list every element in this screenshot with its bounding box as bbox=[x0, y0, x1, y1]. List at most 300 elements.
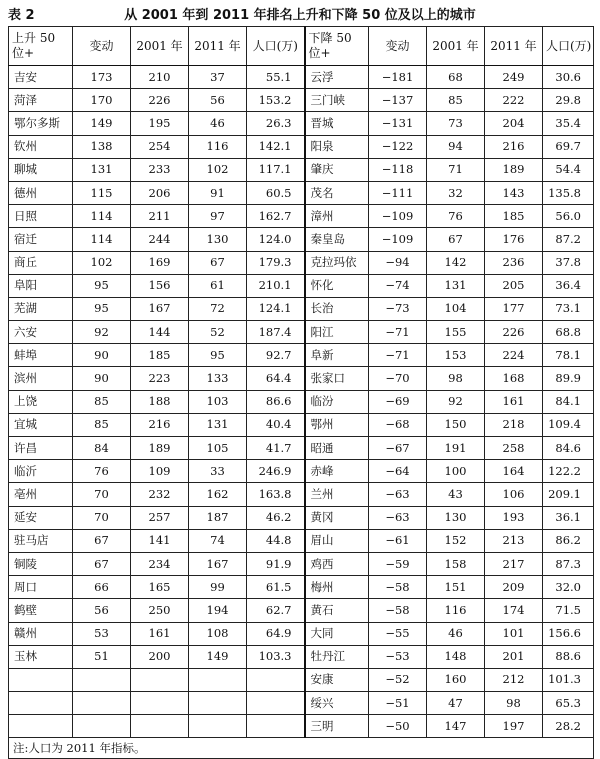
fall-city-cell: 长治 bbox=[305, 297, 369, 320]
fall-rank-2011-cell: 258 bbox=[485, 437, 543, 460]
rise-rank-2011-cell: 187 bbox=[189, 506, 247, 529]
rise-city-cell bbox=[9, 715, 73, 738]
rise-rank-2011-cell: 131 bbox=[189, 413, 247, 436]
rise-city-cell: 商丘 bbox=[9, 251, 73, 274]
fall-rank-2011-cell: 205 bbox=[485, 274, 543, 297]
fall-population-cell: 65.3 bbox=[543, 692, 594, 715]
table-row bbox=[9, 599, 594, 622]
fall-population-cell: 36.1 bbox=[543, 506, 594, 529]
table-row bbox=[9, 506, 594, 529]
fall-change-cell: −53 bbox=[369, 645, 427, 668]
fall-change-cell: −51 bbox=[369, 692, 427, 715]
fall-rank-2011-cell: 204 bbox=[485, 112, 543, 135]
fall-change-cell: −137 bbox=[369, 89, 427, 112]
fall-city-cell: 昭通 bbox=[305, 437, 369, 460]
rise-population-cell: 40.4 bbox=[247, 413, 305, 436]
rise-city-cell: 吉安 bbox=[9, 66, 73, 89]
fall-rank-2001-cell: 98 bbox=[427, 367, 485, 390]
fall-population-cell: 28.2 bbox=[543, 715, 594, 738]
fall-change-cell: −111 bbox=[369, 181, 427, 204]
fall-population-cell: 86.2 bbox=[543, 529, 594, 552]
fall-change-cell: −69 bbox=[369, 390, 427, 413]
fall-city-cell: 鄂州 bbox=[305, 413, 369, 436]
rise-population-cell: 44.8 bbox=[247, 529, 305, 552]
fall-population-cell: 87.2 bbox=[543, 228, 594, 251]
fall-rank-2001-cell: 85 bbox=[427, 89, 485, 112]
rise-population-cell: 64.9 bbox=[247, 622, 305, 645]
fall-rank-2001-cell: 153 bbox=[427, 344, 485, 367]
fall-change-cell: −63 bbox=[369, 483, 427, 506]
fall-change-cell: −118 bbox=[369, 158, 427, 181]
rise-change-cell: 90 bbox=[73, 344, 131, 367]
fall-city-cell: 晋城 bbox=[305, 112, 369, 135]
rise-change-cell bbox=[73, 668, 131, 691]
header-rise-change: 变动 bbox=[73, 27, 131, 66]
fall-rank-2011-cell: 226 bbox=[485, 321, 543, 344]
fall-change-cell: −59 bbox=[369, 552, 427, 575]
table-row bbox=[9, 205, 594, 228]
rise-city-cell: 延安 bbox=[9, 506, 73, 529]
rise-city-cell: 驻马店 bbox=[9, 529, 73, 552]
fall-city-cell: 鸡西 bbox=[305, 552, 369, 575]
table-title: 从 2001 年到 2011 年排名上升和下降 50 位及以上的城市 bbox=[124, 8, 476, 23]
rise-change-cell: 90 bbox=[73, 367, 131, 390]
table-row bbox=[9, 576, 594, 599]
rise-change-cell: 115 bbox=[73, 181, 131, 204]
fall-rank-2001-cell: 67 bbox=[427, 228, 485, 251]
rise-city-cell bbox=[9, 668, 73, 691]
fall-city-cell: 临汾 bbox=[305, 390, 369, 413]
fall-rank-2011-cell: 224 bbox=[485, 344, 543, 367]
rise-rank-2011-cell: 72 bbox=[189, 297, 247, 320]
fall-change-cell: −181 bbox=[369, 66, 427, 89]
fall-city-cell: 牡丹江 bbox=[305, 645, 369, 668]
rise-rank-2011-cell bbox=[189, 692, 247, 715]
rise-population-cell bbox=[247, 715, 305, 738]
rise-population-cell: 153.2 bbox=[247, 89, 305, 112]
rise-population-cell: 46.2 bbox=[247, 506, 305, 529]
fall-city-cell: 阜新 bbox=[305, 344, 369, 367]
fall-rank-2001-cell: 68 bbox=[427, 66, 485, 89]
fall-rank-2011-cell: 218 bbox=[485, 413, 543, 436]
rise-city-cell: 上饶 bbox=[9, 390, 73, 413]
table-row bbox=[9, 135, 594, 158]
rise-population-cell: 142.1 bbox=[247, 135, 305, 158]
fall-change-cell: −68 bbox=[369, 413, 427, 436]
title-row bbox=[8, 2, 592, 24]
rise-rank-2011-cell: 97 bbox=[189, 205, 247, 228]
rise-population-cell: 60.5 bbox=[247, 181, 305, 204]
rise-rank-2001-cell bbox=[131, 668, 189, 691]
table-row bbox=[9, 437, 594, 460]
table-row bbox=[9, 274, 594, 297]
table-row bbox=[9, 715, 594, 738]
rise-population-cell: 92.7 bbox=[247, 344, 305, 367]
header-fall-change: 变动 bbox=[369, 27, 427, 66]
header-rise-city: 上升 50 位+ bbox=[9, 27, 73, 66]
fall-rank-2011-cell: 236 bbox=[485, 251, 543, 274]
fall-population-cell: 37.8 bbox=[543, 251, 594, 274]
rise-rank-2011-cell: 52 bbox=[189, 321, 247, 344]
rise-change-cell: 114 bbox=[73, 228, 131, 251]
fall-rank-2011-cell: 249 bbox=[485, 66, 543, 89]
fall-city-cell: 眉山 bbox=[305, 529, 369, 552]
fall-city-cell: 阳江 bbox=[305, 321, 369, 344]
rise-population-cell: 117.1 bbox=[247, 158, 305, 181]
fall-city-cell: 赤峰 bbox=[305, 460, 369, 483]
fall-population-cell: 209.1 bbox=[543, 483, 594, 506]
rise-population-cell: 179.3 bbox=[247, 251, 305, 274]
fall-population-cell: 87.3 bbox=[543, 552, 594, 575]
header-fall-city: 下降 50 位+ bbox=[305, 27, 369, 66]
table-row bbox=[9, 112, 594, 135]
rise-change-cell: 114 bbox=[73, 205, 131, 228]
rise-population-cell: 41.7 bbox=[247, 437, 305, 460]
fall-rank-2001-cell: 158 bbox=[427, 552, 485, 575]
table-row bbox=[9, 668, 594, 691]
rise-population-cell: 124.1 bbox=[247, 297, 305, 320]
fall-rank-2001-cell: 152 bbox=[427, 529, 485, 552]
fall-rank-2001-cell: 151 bbox=[427, 576, 485, 599]
rise-rank-2001-cell: 165 bbox=[131, 576, 189, 599]
rise-change-cell: 84 bbox=[73, 437, 131, 460]
rise-change-cell: 56 bbox=[73, 599, 131, 622]
fall-population-cell: 69.7 bbox=[543, 135, 594, 158]
rise-rank-2011-cell: 162 bbox=[189, 483, 247, 506]
rise-rank-2001-cell bbox=[131, 715, 189, 738]
rise-rank-2011-cell bbox=[189, 715, 247, 738]
rise-population-cell: 91.9 bbox=[247, 552, 305, 575]
rise-city-cell: 聊城 bbox=[9, 158, 73, 181]
fall-rank-2011-cell: 98 bbox=[485, 692, 543, 715]
rise-rank-2011-cell: 33 bbox=[189, 460, 247, 483]
table-row bbox=[9, 413, 594, 436]
rise-rank-2011-cell: 46 bbox=[189, 112, 247, 135]
fall-rank-2011-cell: 161 bbox=[485, 390, 543, 413]
rise-rank-2011-cell: 133 bbox=[189, 367, 247, 390]
rise-population-cell: 246.9 bbox=[247, 460, 305, 483]
rise-rank-2011-cell bbox=[189, 668, 247, 691]
fall-rank-2001-cell: 94 bbox=[427, 135, 485, 158]
rise-rank-2011-cell: 74 bbox=[189, 529, 247, 552]
fall-rank-2001-cell: 43 bbox=[427, 483, 485, 506]
fall-rank-2001-cell: 73 bbox=[427, 112, 485, 135]
table-row bbox=[9, 460, 594, 483]
table-row bbox=[9, 251, 594, 274]
rise-rank-2001-cell: 189 bbox=[131, 437, 189, 460]
header-fall-2011: 2011 年 bbox=[485, 27, 543, 66]
rise-change-cell: 51 bbox=[73, 645, 131, 668]
rise-rank-2001-cell: 233 bbox=[131, 158, 189, 181]
rise-rank-2011-cell: 108 bbox=[189, 622, 247, 645]
fall-city-cell: 云浮 bbox=[305, 66, 369, 89]
rise-population-cell: 187.4 bbox=[247, 321, 305, 344]
fall-city-cell: 绥兴 bbox=[305, 692, 369, 715]
fall-population-cell: 32.0 bbox=[543, 576, 594, 599]
city-rank-table bbox=[8, 26, 594, 759]
rise-change-cell: 173 bbox=[73, 66, 131, 89]
fall-rank-2011-cell: 222 bbox=[485, 89, 543, 112]
fall-rank-2011-cell: 213 bbox=[485, 529, 543, 552]
rise-rank-2001-cell: 250 bbox=[131, 599, 189, 622]
fall-change-cell: −55 bbox=[369, 622, 427, 645]
rise-city-cell: 蚌埠 bbox=[9, 344, 73, 367]
fall-change-cell: −61 bbox=[369, 529, 427, 552]
fall-city-cell: 大同 bbox=[305, 622, 369, 645]
fall-city-cell: 三明 bbox=[305, 715, 369, 738]
rise-rank-2001-cell: 200 bbox=[131, 645, 189, 668]
fall-population-cell: 122.2 bbox=[543, 460, 594, 483]
rise-population-cell: 103.3 bbox=[247, 645, 305, 668]
rise-city-cell: 临沂 bbox=[9, 460, 73, 483]
fall-change-cell: −122 bbox=[369, 135, 427, 158]
fall-rank-2011-cell: 164 bbox=[485, 460, 543, 483]
header-fall-population: 人口(万) bbox=[543, 27, 594, 66]
fall-rank-2011-cell: 168 bbox=[485, 367, 543, 390]
rise-rank-2001-cell: 141 bbox=[131, 529, 189, 552]
fall-population-cell: 29.8 bbox=[543, 89, 594, 112]
rise-change-cell: 70 bbox=[73, 483, 131, 506]
rise-rank-2001-cell: 257 bbox=[131, 506, 189, 529]
rise-population-cell: 210.1 bbox=[247, 274, 305, 297]
rise-rank-2001-cell: 156 bbox=[131, 274, 189, 297]
fall-change-cell: −109 bbox=[369, 228, 427, 251]
rise-rank-2001-cell: 226 bbox=[131, 89, 189, 112]
fall-change-cell: −64 bbox=[369, 460, 427, 483]
header-rise-2001: 2001 年 bbox=[131, 27, 189, 66]
rise-change-cell: 170 bbox=[73, 89, 131, 112]
fall-rank-2001-cell: 147 bbox=[427, 715, 485, 738]
fall-rank-2011-cell: 101 bbox=[485, 622, 543, 645]
fall-change-cell: −50 bbox=[369, 715, 427, 738]
fall-change-cell: −94 bbox=[369, 251, 427, 274]
rise-rank-2011-cell: 194 bbox=[189, 599, 247, 622]
fall-rank-2011-cell: 217 bbox=[485, 552, 543, 575]
rise-change-cell: 138 bbox=[73, 135, 131, 158]
rise-rank-2001-cell: 223 bbox=[131, 367, 189, 390]
fall-rank-2001-cell: 130 bbox=[427, 506, 485, 529]
fall-city-cell: 阳泉 bbox=[305, 135, 369, 158]
fall-rank-2011-cell: 193 bbox=[485, 506, 543, 529]
rise-change-cell bbox=[73, 692, 131, 715]
table-row bbox=[9, 692, 594, 715]
fall-population-cell: 54.4 bbox=[543, 158, 594, 181]
fall-population-cell: 68.8 bbox=[543, 321, 594, 344]
fall-rank-2011-cell: 185 bbox=[485, 205, 543, 228]
fall-city-cell: 怀化 bbox=[305, 274, 369, 297]
table-body bbox=[9, 66, 594, 738]
table-row bbox=[9, 228, 594, 251]
rise-population-cell: 163.8 bbox=[247, 483, 305, 506]
rise-rank-2011-cell: 61 bbox=[189, 274, 247, 297]
rise-city-cell: 日照 bbox=[9, 205, 73, 228]
rise-rank-2001-cell: 234 bbox=[131, 552, 189, 575]
table-row bbox=[9, 390, 594, 413]
fall-rank-2011-cell: 216 bbox=[485, 135, 543, 158]
fall-rank-2001-cell: 131 bbox=[427, 274, 485, 297]
rise-city-cell: 亳州 bbox=[9, 483, 73, 506]
rise-city-cell bbox=[9, 692, 73, 715]
rise-rank-2011-cell: 130 bbox=[189, 228, 247, 251]
rise-population-cell: 62.7 bbox=[247, 599, 305, 622]
rise-change-cell: 70 bbox=[73, 506, 131, 529]
fall-rank-2001-cell: 92 bbox=[427, 390, 485, 413]
header-fall-2001: 2001 年 bbox=[427, 27, 485, 66]
rise-population-cell bbox=[247, 668, 305, 691]
table-row bbox=[9, 645, 594, 668]
fall-rank-2011-cell: 209 bbox=[485, 576, 543, 599]
fall-city-cell: 三门峡 bbox=[305, 89, 369, 112]
rise-rank-2001-cell: 244 bbox=[131, 228, 189, 251]
fall-rank-2001-cell: 100 bbox=[427, 460, 485, 483]
rise-city-cell: 滨州 bbox=[9, 367, 73, 390]
fall-population-cell: 71.5 bbox=[543, 599, 594, 622]
fall-rank-2011-cell: 106 bbox=[485, 483, 543, 506]
header-rise-2011: 2011 年 bbox=[189, 27, 247, 66]
rise-city-cell: 阜阳 bbox=[9, 274, 73, 297]
rise-rank-2001-cell: 206 bbox=[131, 181, 189, 204]
fall-change-cell: −58 bbox=[369, 599, 427, 622]
rise-change-cell: 102 bbox=[73, 251, 131, 274]
rise-city-cell: 玉林 bbox=[9, 645, 73, 668]
rise-change-cell: 85 bbox=[73, 413, 131, 436]
rise-city-cell: 德州 bbox=[9, 181, 73, 204]
rise-population-cell: 86.6 bbox=[247, 390, 305, 413]
fall-rank-2011-cell: 197 bbox=[485, 715, 543, 738]
rise-change-cell: 66 bbox=[73, 576, 131, 599]
fall-population-cell: 35.4 bbox=[543, 112, 594, 135]
fall-change-cell: −70 bbox=[369, 367, 427, 390]
rise-rank-2001-cell bbox=[131, 692, 189, 715]
fall-city-cell: 克拉玛依 bbox=[305, 251, 369, 274]
rise-rank-2001-cell: 161 bbox=[131, 622, 189, 645]
fall-city-cell: 安康 bbox=[305, 668, 369, 691]
rise-rank-2011-cell: 105 bbox=[189, 437, 247, 460]
rise-city-cell: 宿迁 bbox=[9, 228, 73, 251]
rise-change-cell: 131 bbox=[73, 158, 131, 181]
rise-rank-2011-cell: 116 bbox=[189, 135, 247, 158]
rise-change-cell: 149 bbox=[73, 112, 131, 135]
rise-change-cell: 95 bbox=[73, 297, 131, 320]
rise-rank-2011-cell: 102 bbox=[189, 158, 247, 181]
note-row bbox=[9, 738, 594, 759]
fall-change-cell: −74 bbox=[369, 274, 427, 297]
fall-rank-2001-cell: 71 bbox=[427, 158, 485, 181]
table-row bbox=[9, 483, 594, 506]
rise-rank-2001-cell: 188 bbox=[131, 390, 189, 413]
table-row bbox=[9, 89, 594, 112]
header-rise-population: 人口(万) bbox=[247, 27, 305, 66]
fall-rank-2011-cell: 201 bbox=[485, 645, 543, 668]
fall-city-cell: 茂名 bbox=[305, 181, 369, 204]
table-row bbox=[9, 552, 594, 575]
fall-city-cell: 黄石 bbox=[305, 599, 369, 622]
fall-population-cell: 88.6 bbox=[543, 645, 594, 668]
fall-rank-2001-cell: 47 bbox=[427, 692, 485, 715]
fall-change-cell: −67 bbox=[369, 437, 427, 460]
fall-rank-2001-cell: 142 bbox=[427, 251, 485, 274]
rise-rank-2001-cell: 210 bbox=[131, 66, 189, 89]
rise-city-cell: 铜陵 bbox=[9, 552, 73, 575]
fall-change-cell: −73 bbox=[369, 297, 427, 320]
rise-population-cell bbox=[247, 692, 305, 715]
fall-population-cell: 109.4 bbox=[543, 413, 594, 436]
fall-city-cell: 漳州 bbox=[305, 205, 369, 228]
rise-rank-2001-cell: 144 bbox=[131, 321, 189, 344]
fall-city-cell: 兰州 bbox=[305, 483, 369, 506]
table-row bbox=[9, 529, 594, 552]
fall-rank-2011-cell: 189 bbox=[485, 158, 543, 181]
table-row bbox=[9, 622, 594, 645]
fall-population-cell: 84.1 bbox=[543, 390, 594, 413]
rise-rank-2001-cell: 216 bbox=[131, 413, 189, 436]
rise-city-cell: 鄂尔多斯 bbox=[9, 112, 73, 135]
fall-rank-2001-cell: 46 bbox=[427, 622, 485, 645]
fall-rank-2011-cell: 143 bbox=[485, 181, 543, 204]
rise-rank-2001-cell: 195 bbox=[131, 112, 189, 135]
rise-city-cell: 菏泽 bbox=[9, 89, 73, 112]
fall-rank-2001-cell: 104 bbox=[427, 297, 485, 320]
rise-population-cell: 61.5 bbox=[247, 576, 305, 599]
table-note: 注:人口为 2011 年指标。 bbox=[9, 738, 594, 759]
fall-change-cell: −63 bbox=[369, 506, 427, 529]
rise-change-cell: 67 bbox=[73, 552, 131, 575]
fall-change-cell: −71 bbox=[369, 321, 427, 344]
fall-rank-2001-cell: 191 bbox=[427, 437, 485, 460]
table-row bbox=[9, 66, 594, 89]
fall-rank-2001-cell: 160 bbox=[427, 668, 485, 691]
rise-rank-2001-cell: 169 bbox=[131, 251, 189, 274]
rise-change-cell: 92 bbox=[73, 321, 131, 344]
rise-population-cell: 124.0 bbox=[247, 228, 305, 251]
fall-population-cell: 84.6 bbox=[543, 437, 594, 460]
rise-city-cell: 六安 bbox=[9, 321, 73, 344]
fall-city-cell: 张家口 bbox=[305, 367, 369, 390]
fall-population-cell: 89.9 bbox=[543, 367, 594, 390]
rise-city-cell: 宜城 bbox=[9, 413, 73, 436]
fall-population-cell: 78.1 bbox=[543, 344, 594, 367]
table-row bbox=[9, 344, 594, 367]
fall-rank-2011-cell: 176 bbox=[485, 228, 543, 251]
fall-change-cell: −52 bbox=[369, 668, 427, 691]
fall-rank-2011-cell: 212 bbox=[485, 668, 543, 691]
rise-city-cell: 鹤壁 bbox=[9, 599, 73, 622]
table-row bbox=[9, 297, 594, 320]
fall-change-cell: −58 bbox=[369, 576, 427, 599]
fall-city-cell: 肇庆 bbox=[305, 158, 369, 181]
fall-city-cell: 梅州 bbox=[305, 576, 369, 599]
fall-population-cell: 30.6 bbox=[543, 66, 594, 89]
rise-rank-2001-cell: 232 bbox=[131, 483, 189, 506]
fall-rank-2001-cell: 76 bbox=[427, 205, 485, 228]
fall-rank-2001-cell: 116 bbox=[427, 599, 485, 622]
fall-rank-2011-cell: 174 bbox=[485, 599, 543, 622]
table-row bbox=[9, 321, 594, 344]
rise-rank-2011-cell: 67 bbox=[189, 251, 247, 274]
rise-change-cell: 76 bbox=[73, 460, 131, 483]
table-row bbox=[9, 181, 594, 204]
fall-population-cell: 73.1 bbox=[543, 297, 594, 320]
rise-rank-2001-cell: 211 bbox=[131, 205, 189, 228]
rise-rank-2011-cell: 167 bbox=[189, 552, 247, 575]
fall-city-cell: 黄冈 bbox=[305, 506, 369, 529]
rise-change-cell: 67 bbox=[73, 529, 131, 552]
rise-city-cell: 钦州 bbox=[9, 135, 73, 158]
header-row bbox=[9, 27, 594, 66]
rise-rank-2011-cell: 56 bbox=[189, 89, 247, 112]
rise-city-cell: 芜湖 bbox=[9, 297, 73, 320]
rise-rank-2011-cell: 91 bbox=[189, 181, 247, 204]
